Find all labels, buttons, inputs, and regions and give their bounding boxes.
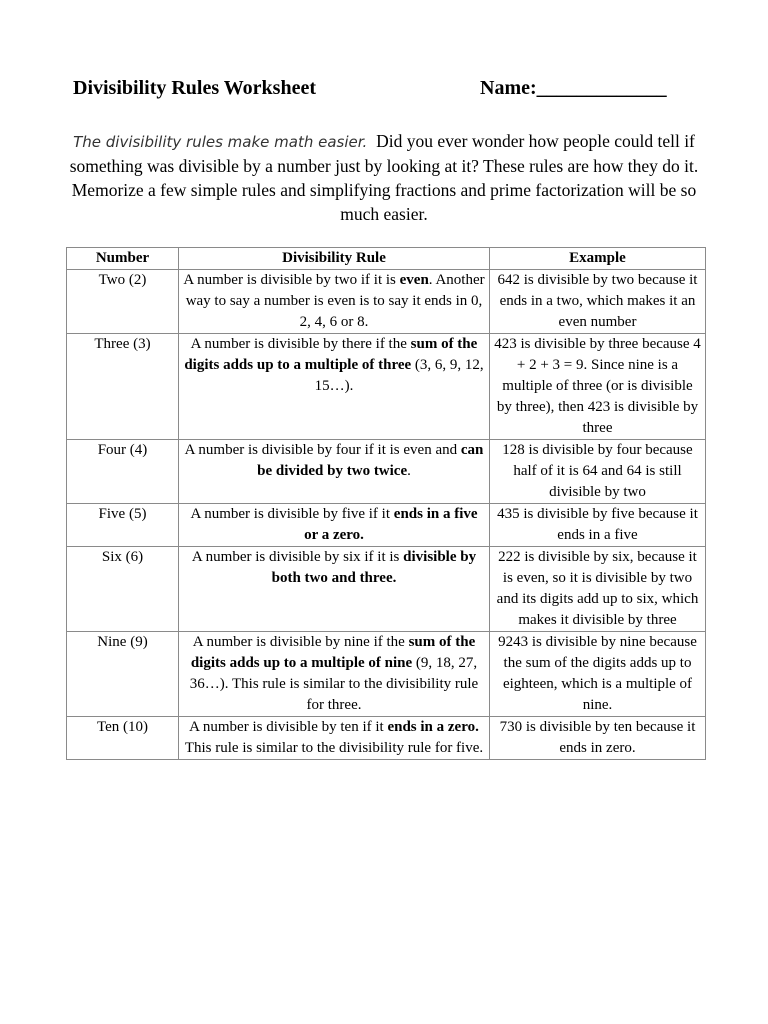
rule-text: A number is divisible by there if the [190,336,411,352]
table-header-row [67,248,706,270]
rule-emphasis: sum of the digits adds up to a multiple of nine [190,634,476,671]
intro-lead: The divisibility rules make math easier. [73,133,368,151]
example-cell: 9243 is divisible by nine because the sum of the digits adds up to eighteen, which is a multiple of nine. [490,632,706,717]
rule-cell [179,632,490,717]
number-cell: Five (5) [67,504,179,547]
number-cell: Ten (10) [67,717,179,760]
header-number: Number [67,248,179,270]
table-row [67,334,706,440]
example-cell: 435 is divisible by five because it ends in a five [490,504,706,547]
rule-emphasis: ends in a five or a zero. [304,506,478,543]
intro-paragraph [60,129,708,226]
name-field-label: Name:_____________ [480,77,667,99]
number-cell: Three (3) [67,334,179,440]
rule-cell [179,270,490,334]
rule-text: (9, 18, 27, 36…). This rule is similar to the divisibility rule for three. [189,655,479,713]
table-row [67,632,706,717]
example-cell: 128 is divisible by four because half of it is 64 and 64 is still divisible by two [490,440,706,504]
rule-emphasis: ends in a zero. [387,719,479,735]
number-cell: Six (6) [67,547,179,632]
rule-text: A number is divisible by five if it [190,506,394,522]
table-row [67,717,706,760]
table-row [67,440,706,504]
rule-text: A number is divisible by nine if the [192,634,409,650]
number-cell: Nine (9) [67,632,179,717]
rule-emphasis: sum of the digits adds up to a multiple of three [184,336,478,373]
rule-cell [179,504,490,547]
rule-emphasis: divisible by both two and three. [271,549,477,586]
rule-cell [179,547,490,632]
rule-text: A number is divisible by four if it is even and [184,442,461,458]
number-cell: Two (2) [67,270,179,334]
header-example: Example [490,248,706,270]
rule-emphasis: even [399,272,429,288]
table-row [67,270,706,334]
rule-text: (3, 6, 9, 12, 15…). [314,357,484,394]
example-cell: 730 is divisible by ten because it ends in zero. [490,717,706,760]
example-cell: 642 is divisible by two because it ends in a two, which makes it an even number [490,270,706,334]
rule-cell [179,334,490,440]
rule-text: . Another way to say a number is even is to say it ends in 0, 2, 4, 6 or 8. [185,272,485,330]
example-cell: 423 is divisible by three because 4 + 2 + 3 = 9. Since nine is a multiple of three (or is divisible by three), then 423 is divisible by three [490,334,706,440]
rule-text: A number is divisible by two if it is [183,272,400,288]
example-cell: 222 is divisible by six, because it is even, so it is divisible by two and its digits add up to six, which makes it divisible by three [490,547,706,632]
rule-text: A number is divisible by ten if it [189,719,388,735]
number-cell: Four (4) [67,440,179,504]
rule-cell [179,717,490,760]
table-row [67,547,706,632]
header-divisibility-rule: Divisibility Rule [179,248,490,270]
page-title: Divisibility Rules Worksheet [73,77,316,99]
table-row [67,504,706,547]
rule-text: A number is divisible by six if it is [191,549,404,565]
rule-cell [179,440,490,504]
intro-body: Did you ever wonder how people could tell if something was divisible by a number just by looking at it? These rules are how they do it. Memorize a few simple rules and simplifying fractions and prime factorization will be so much easier. [69,131,699,224]
divisibility-rules-table [66,247,706,760]
rule-emphasis: can be divided by two twice [257,442,484,479]
rule-text: . [407,463,411,479]
rule-text: This rule is similar to the divisibility rule for five. [184,740,484,756]
